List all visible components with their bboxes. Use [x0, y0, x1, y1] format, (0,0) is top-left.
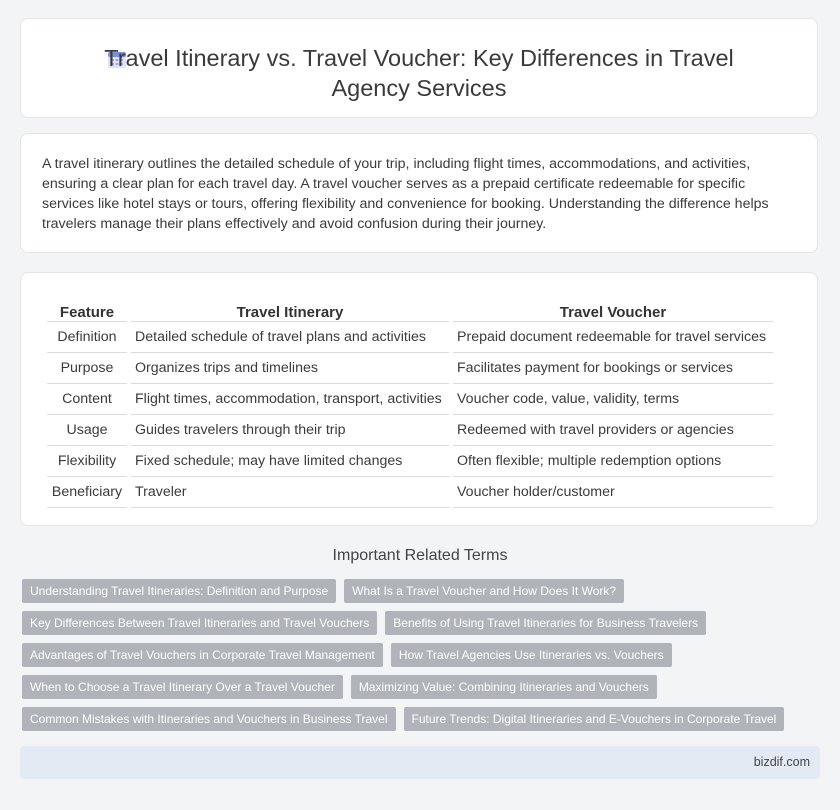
voucher-cell: Voucher holder/customer	[453, 477, 773, 508]
related-term-link[interactable]: Maximizing Value: Combining Itineraries and Vouchers	[351, 675, 657, 699]
itinerary-cell: Guides travelers through their trip	[131, 415, 449, 446]
comparison-table-card	[20, 272, 818, 526]
related-term-link[interactable]: Future Trends: Digital Itineraries and E-Vouchers in Corporate Travel	[404, 707, 785, 731]
feature-cell: Purpose	[47, 353, 127, 384]
page-title-line1: Travel Itinerary vs. Travel Voucher: Key Differences in Travel	[104, 45, 734, 71]
feature-cell: Content	[47, 384, 127, 415]
intro-card	[20, 133, 818, 253]
footer	[20, 746, 820, 779]
table-row	[47, 384, 773, 415]
page-title	[21, 43, 817, 103]
tag-row	[22, 579, 822, 611]
voucher-cell: Voucher code, value, validity, terms	[453, 384, 773, 415]
footer-brand-link[interactable]: bizdif.com	[753, 755, 810, 769]
feature-cell: Flexibility	[47, 446, 127, 477]
feature-cell: Beneficiary	[47, 477, 127, 508]
header-feature: Feature	[47, 293, 127, 322]
related-term-link[interactable]: What Is a Travel Voucher and How Does It Work?	[344, 579, 624, 603]
voucher-cell: Facilitates payment for bookings or services	[453, 353, 773, 384]
related-term-link[interactable]: Benefits of Using Travel Itineraries for Business Travelers	[385, 611, 706, 635]
related-term-link[interactable]: Common Mistakes with Itineraries and Vouchers in Business Travel	[22, 707, 396, 731]
voucher-cell: Prepaid document redeemable for travel services	[453, 322, 773, 353]
itinerary-cell: Detailed schedule of travel plans and activities	[131, 322, 449, 353]
feature-cell: Usage	[47, 415, 127, 446]
table-header-row	[47, 293, 773, 322]
related-term-link[interactable]: Understanding Travel Itineraries: Definition and Purpose	[22, 579, 336, 603]
related-term-link[interactable]: How Travel Agencies Use Itineraries vs. Vouchers	[391, 643, 672, 667]
itinerary-cell: Flight times, accommodation, transport, activities	[131, 384, 449, 415]
table-row	[47, 446, 773, 477]
header-itinerary: Travel Itinerary	[131, 293, 449, 322]
related-term-link[interactable]: Key Differences Between Travel Itineraries and Travel Vouchers	[22, 611, 377, 635]
table-row	[47, 322, 773, 353]
itinerary-cell: Organizes trips and timelines	[131, 353, 449, 384]
header-card	[20, 18, 818, 118]
table-row	[47, 353, 773, 384]
related-term-link[interactable]: When to Choose a Travel Itinerary Over a Travel Voucher	[22, 675, 343, 699]
itinerary-cell: Fixed schedule; may have limited changes	[131, 446, 449, 477]
tag-row	[22, 611, 822, 643]
header-voucher: Travel Voucher	[453, 293, 773, 322]
page-title-line2: Agency Services	[331, 75, 507, 101]
related-term-link[interactable]: Advantages of Travel Vouchers in Corporate Travel Management	[22, 643, 383, 667]
voucher-cell: Often flexible; multiple redemption options	[453, 446, 773, 477]
table-row	[47, 415, 773, 446]
tag-row	[22, 675, 822, 707]
itinerary-cell: Traveler	[131, 477, 449, 508]
comparison-table	[43, 293, 777, 508]
feature-cell: Definition	[47, 322, 127, 353]
related-terms-title: Important Related Terms	[332, 547, 508, 564]
voucher-cell: Redeemed with travel providers or agencies	[453, 415, 773, 446]
related-terms-list	[22, 579, 822, 739]
tag-row	[22, 643, 822, 675]
table-row	[47, 477, 773, 508]
tag-row	[22, 707, 822, 739]
intro-text: A travel itinerary outlines the detailed schedule of your trip, including flight times, accommodations, and activities, ensuring a clear plan for each travel day. A travel voucher serves as a prepaid certificate redeemable for specific services like hotel stays or tours, offering flexibility and convenience for booking. Understanding the difference helps travelers manage their plans effectively and avoid confusion during their journey.	[42, 156, 769, 232]
